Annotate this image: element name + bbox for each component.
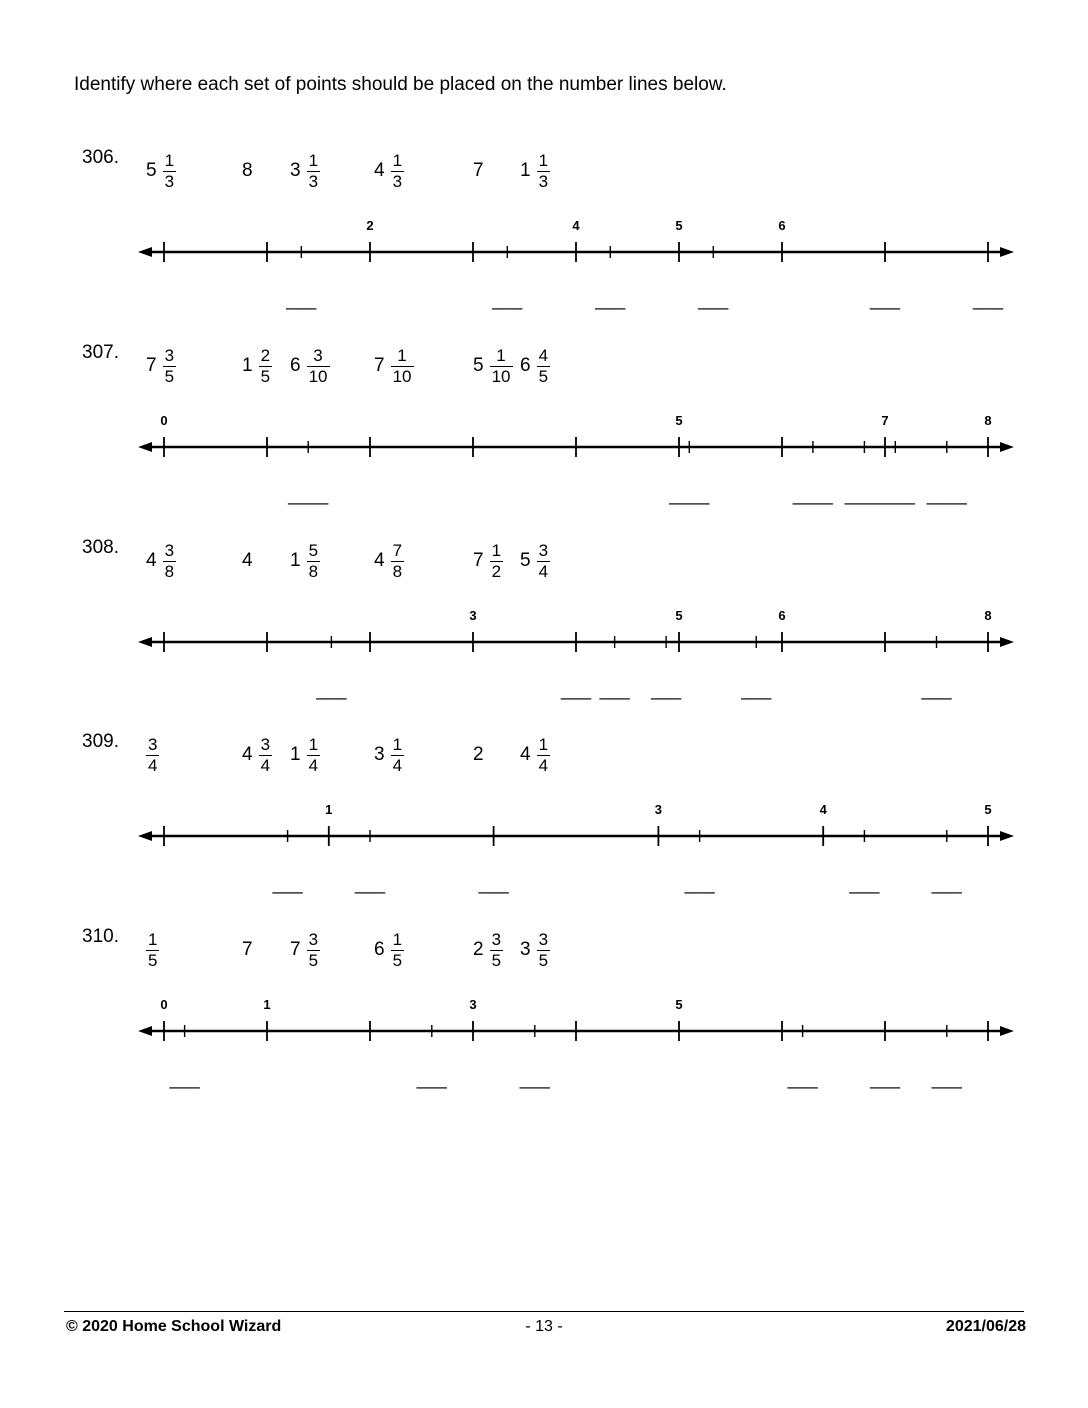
- mixed-number: [146, 925, 159, 975]
- problem-309: [0, 730, 1088, 920]
- whole-part: 2: [473, 939, 484, 960]
- tick-label: 5: [675, 997, 683, 1012]
- numerator: 1: [392, 150, 403, 170]
- tick-label: 3: [469, 997, 477, 1012]
- fraction: [307, 541, 320, 582]
- answer-blank[interactable]: ___: [416, 1069, 447, 1089]
- denominator: 4: [538, 755, 549, 775]
- answer-blank[interactable]: ___: [869, 290, 901, 310]
- fraction: [537, 151, 550, 192]
- whole-part: 4: [242, 744, 253, 765]
- numerator: 1: [538, 734, 549, 754]
- numerator: 1: [392, 929, 403, 949]
- whole-part: 4: [520, 744, 531, 765]
- numerator: 7: [392, 540, 403, 560]
- fraction: [391, 541, 404, 582]
- answer-blank[interactable]: _______: [844, 485, 915, 505]
- numerator: 3: [164, 540, 175, 560]
- denominator: 3: [538, 171, 549, 191]
- denominator: 8: [164, 561, 175, 581]
- denominator: 5: [538, 366, 549, 386]
- whole-part: 5: [146, 160, 157, 181]
- answer-blank[interactable]: ___: [921, 680, 952, 700]
- numerator: 1: [496, 345, 506, 365]
- answer-blank[interactable]: ___: [599, 680, 630, 700]
- arrow-right-icon: [1000, 247, 1014, 257]
- whole-part: 7: [290, 939, 301, 960]
- whole-part: 6: [374, 939, 385, 960]
- arrow-right-icon: [1000, 831, 1014, 841]
- arrow-right-icon: [1000, 637, 1014, 647]
- mixed-number: [146, 146, 176, 196]
- tick-label: 6: [778, 608, 786, 623]
- tick-label: 2: [366, 218, 374, 233]
- mixed-number: [374, 536, 404, 586]
- fraction: [537, 346, 550, 387]
- tick-label: 3: [654, 802, 663, 817]
- arrow-left-icon: [138, 247, 152, 257]
- denominator: 3: [392, 171, 403, 191]
- answer-blank[interactable]: ___: [169, 1069, 200, 1089]
- answer-blank[interactable]: ___: [741, 680, 772, 700]
- denominator: 2: [491, 561, 502, 581]
- whole-part: 7: [374, 355, 385, 376]
- numerator: 1: [308, 150, 319, 170]
- answer-blank[interactable]: ___: [595, 290, 626, 310]
- answer-blank[interactable]: ____: [288, 485, 329, 505]
- numerator: 1: [164, 150, 175, 170]
- denominator: 10: [308, 366, 328, 386]
- answer-blank[interactable]: ___: [272, 874, 303, 894]
- fraction: [307, 346, 330, 387]
- fraction: [259, 346, 272, 387]
- tick-label: 5: [984, 802, 992, 817]
- tick-label: 1: [263, 997, 271, 1012]
- whole-part: 6: [290, 355, 301, 376]
- footer-copyright: © 2020 Home School Wizard: [66, 1318, 282, 1335]
- answer-blank[interactable]: ___: [849, 874, 880, 894]
- mixed-number: [290, 730, 320, 780]
- answer-blank[interactable]: ___: [684, 874, 715, 894]
- numerator: 3: [313, 345, 323, 365]
- answer-blank[interactable]: ___: [651, 680, 682, 700]
- answer-blank[interactable]: ___: [931, 1069, 962, 1089]
- denominator: 5: [148, 950, 158, 970]
- footer-rule: [64, 1311, 1024, 1312]
- denominator: 5: [491, 950, 502, 970]
- footer-page-number: - 13 -: [525, 1318, 563, 1335]
- numerator: 5: [308, 540, 319, 560]
- tick-label: 0: [160, 413, 168, 428]
- fraction: [490, 930, 503, 971]
- tick-label: 5: [675, 608, 683, 623]
- problem-310: [0, 925, 1088, 1115]
- instructions: Identify where each set of points should be placed on the number lines below.: [74, 74, 727, 95]
- answer-blank[interactable]: ___: [787, 1069, 818, 1089]
- tick-label: 7: [881, 413, 889, 428]
- arrow-left-icon: [138, 637, 152, 647]
- whole-part: 1: [520, 160, 531, 181]
- mixed-number: [242, 146, 259, 196]
- mixed-number: [290, 925, 320, 975]
- answer-blank[interactable]: ____: [792, 485, 833, 505]
- answer-blank[interactable]: ___: [478, 874, 509, 894]
- fraction: [391, 930, 404, 971]
- answer-blank[interactable]: ___: [869, 1069, 901, 1089]
- mixed-number: [374, 146, 404, 196]
- numerator: 3: [164, 345, 175, 365]
- whole-part: 1: [290, 744, 301, 765]
- mixed-number: [374, 730, 404, 780]
- fraction: [490, 346, 513, 387]
- mixed-number: [473, 730, 490, 780]
- fraction: [307, 735, 320, 776]
- fraction: [146, 735, 159, 776]
- whole-part: 7: [473, 550, 484, 571]
- tick-label: 4: [572, 218, 580, 233]
- mixed-number: [473, 341, 513, 391]
- fraction: [163, 151, 176, 192]
- whole-part: 1: [242, 355, 253, 376]
- denominator: 4: [538, 561, 549, 581]
- whole-part: 4: [374, 160, 385, 181]
- fraction: [146, 930, 159, 971]
- denominator: 4: [148, 755, 158, 775]
- whole-part: 7: [242, 939, 253, 960]
- whole-part: 4: [242, 550, 253, 571]
- problem-number: 308.: [82, 537, 119, 558]
- problem-number: 310.: [82, 926, 119, 947]
- problem-307: [0, 341, 1088, 531]
- whole-part: 3: [290, 160, 301, 181]
- tick-label: 8: [984, 413, 992, 428]
- answer-blank[interactable]: ___: [519, 1069, 550, 1089]
- number-line: [0, 399, 1088, 519]
- mixed-number: [242, 730, 272, 780]
- numerator: 3: [538, 929, 549, 949]
- tick-label: 0: [160, 997, 168, 1012]
- number-line: [0, 788, 1088, 908]
- fraction: [307, 151, 320, 192]
- whole-part: 4: [146, 550, 157, 571]
- arrow-left-icon: [138, 1026, 152, 1036]
- tick-label: 1: [325, 802, 333, 817]
- mixed-number: [374, 341, 414, 391]
- mixed-number: [146, 536, 176, 586]
- mixed-number: [473, 925, 503, 975]
- numerator: 3: [260, 734, 271, 754]
- denominator: 4: [308, 755, 319, 775]
- mixed-number: [242, 925, 259, 975]
- problem-number: 309.: [82, 731, 119, 752]
- answer-blank[interactable]: ___: [560, 680, 592, 700]
- denominator: 5: [308, 950, 319, 970]
- whole-part: 3: [520, 939, 531, 960]
- number-line: [0, 204, 1088, 324]
- mixed-number: [520, 146, 550, 196]
- number-line: [0, 983, 1088, 1103]
- fraction: [259, 735, 272, 776]
- denominator: 4: [392, 755, 403, 775]
- whole-part: 5: [473, 355, 484, 376]
- numerator: 4: [538, 345, 549, 365]
- denominator: 4: [260, 755, 271, 775]
- arrow-right-icon: [1000, 1026, 1014, 1036]
- problem-306: [0, 146, 1088, 336]
- footer-date: 2021/06/28: [945, 1318, 1026, 1335]
- whole-part: 3: [374, 744, 385, 765]
- whole-part: 4: [374, 550, 385, 571]
- fraction: [490, 541, 503, 582]
- mixed-number: [290, 341, 330, 391]
- denominator: 5: [392, 950, 403, 970]
- mixed-number: [290, 146, 320, 196]
- mixed-number: [473, 536, 503, 586]
- tick-label: 5: [675, 218, 683, 233]
- denominator: 5: [260, 366, 271, 386]
- mixed-number: [473, 146, 490, 196]
- whole-part: 5: [520, 550, 531, 571]
- fraction: [391, 735, 404, 776]
- denominator: 8: [308, 561, 319, 581]
- denominator: 3: [308, 171, 319, 191]
- problem-308: [0, 536, 1088, 726]
- mixed-number: [146, 341, 176, 391]
- fraction: [163, 346, 176, 387]
- denominator: 3: [164, 171, 175, 191]
- mixed-number: [146, 730, 159, 780]
- number-line: [0, 594, 1088, 714]
- mixed-number: [242, 341, 272, 391]
- numerator: 1: [538, 150, 549, 170]
- fraction: [391, 346, 414, 387]
- answer-blank[interactable]: ___: [698, 290, 729, 310]
- answer-blank[interactable]: ___: [492, 290, 523, 310]
- whole-part: 7: [473, 160, 484, 181]
- mixed-number: [374, 925, 404, 975]
- fraction: [391, 151, 404, 192]
- mixed-number: [520, 730, 550, 780]
- numerator: 3: [148, 734, 158, 754]
- answer-blank[interactable]: ___: [931, 874, 962, 894]
- whole-part: 1: [290, 550, 301, 571]
- answer-blank[interactable]: ____: [669, 485, 710, 505]
- numerator: 1: [148, 929, 158, 949]
- answer-blank[interactable]: ____: [926, 485, 967, 505]
- tick-label: 3: [469, 608, 477, 623]
- fraction: [163, 541, 176, 582]
- answer-blank[interactable]: ___: [354, 874, 386, 894]
- whole-part: 2: [473, 744, 484, 765]
- denominator: 5: [538, 950, 549, 970]
- mixed-number: [520, 536, 550, 586]
- denominator: 10: [491, 366, 511, 386]
- denominator: 8: [392, 561, 403, 581]
- denominator: 10: [392, 366, 412, 386]
- fraction: [307, 930, 320, 971]
- numerator: 1: [397, 345, 407, 365]
- mixed-number: [520, 341, 550, 391]
- numerator: 1: [392, 734, 403, 754]
- numerator: 2: [260, 345, 271, 365]
- problem-number: 307.: [82, 342, 119, 363]
- answer-blank[interactable]: ___: [316, 680, 347, 700]
- whole-part: 7: [146, 355, 157, 376]
- mixed-number: [290, 536, 320, 586]
- tick-label: 4: [819, 802, 827, 817]
- arrow-left-icon: [138, 442, 152, 452]
- tick-label: 8: [984, 608, 992, 623]
- mixed-number: [242, 536, 259, 586]
- answer-blank[interactable]: ___: [972, 290, 1004, 310]
- tick-label: 5: [675, 413, 683, 428]
- numerator: 3: [308, 929, 319, 949]
- tick-label: 6: [778, 218, 786, 233]
- problem-number: 306.: [82, 147, 119, 168]
- numerator: 3: [491, 929, 502, 949]
- answer-blank[interactable]: ___: [286, 290, 317, 310]
- arrow-right-icon: [1000, 442, 1014, 452]
- numerator: 3: [538, 540, 549, 560]
- arrow-left-icon: [138, 831, 152, 841]
- fraction: [537, 930, 550, 971]
- mixed-number: [520, 925, 550, 975]
- denominator: 5: [164, 366, 175, 386]
- numerator: 1: [491, 540, 502, 560]
- whole-part: 8: [242, 160, 253, 181]
- fraction: [537, 735, 550, 776]
- numerator: 1: [308, 734, 319, 754]
- fraction: [537, 541, 550, 582]
- whole-part: 6: [520, 355, 531, 376]
